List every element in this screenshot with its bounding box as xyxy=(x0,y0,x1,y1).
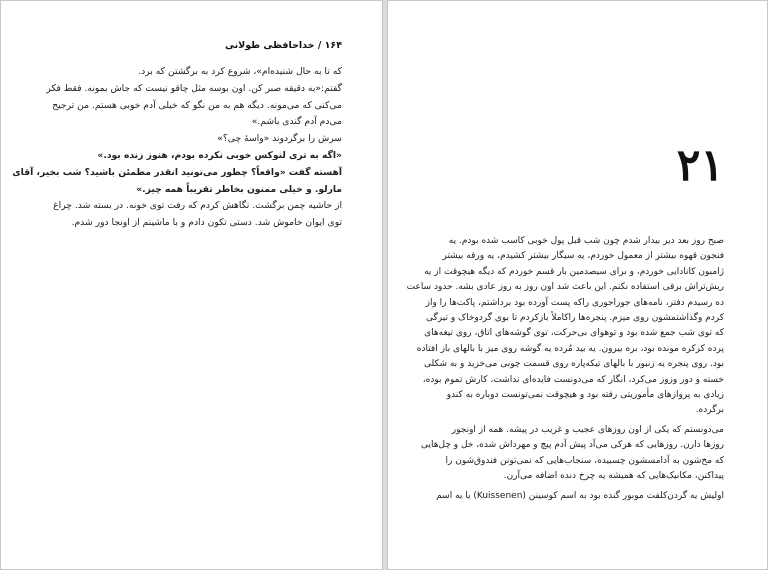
text-line: از حاشیه چمن برگشت. نگاهش کردم که رفت توی خونه. در بسته شد. چراغ xyxy=(53,200,342,212)
text-line: توی ایوان خاموش شد. دستی تکون دادم و با ماشینم از اونجا دور شدم. xyxy=(71,217,342,229)
text-line: گفتم:«به دقیقه صبر کن. اون بوسه مثل چاقو نیست که جاش بمونه. فقط فکر xyxy=(46,82,342,94)
running-header: ۱۶۴ / خداحافظی طولانی xyxy=(224,40,342,51)
text-line: ده رسیدم دفتر، نامه‌های جوراجوری راکه پست آورده بود برداشتم، پاکت‌ها را واز xyxy=(425,297,724,308)
text-line: پرده کرکره مونده بود، بره بیرون. یه بید مُرده یه گوشه روی میز با بالهای باز افتاده xyxy=(416,343,724,354)
text-line: که تا به حال شنیده‌ام»، شروع کرد به برگشتن که برد. xyxy=(138,66,342,77)
text-line: فنجون قهوه بیشتر از معمول خوردم، یه سیگار بیشتر کشیدم، یه ورقه بیشتر xyxy=(442,251,724,262)
text-line: می‌کنی که می‌مونه. دیگه هم به من نگو که خیلی آدم خوبی هستم. من ترجیح xyxy=(52,99,342,111)
text-line: که توی شب جمع شده بود و توهوای بی‌حرکت، توی گوشه‌های اتاق، روی تیغه‌های xyxy=(424,328,724,339)
text-line: می‌دونستم که یکی از اون روزهای عجیب و غریب در پیشه. همه از اونجور xyxy=(451,424,724,435)
text-line: اولیش یه گردن‌کلفت موبور گنده بود به اسم کوسینن (Kuissenen) یا یه اسم xyxy=(436,490,724,501)
text-line: «اگه به تری لنوکس خوبی نکرده بودم، هنوز زنده بود.» xyxy=(97,149,342,161)
text-line: برگرده. xyxy=(695,405,724,416)
left-page-body xyxy=(12,64,342,232)
text-line: زیادی به پروازهای مأموریتی رفته بود و هیچوقت نمی‌تونست دوباره به کندو xyxy=(446,390,724,401)
text-line: پیداکنن، مکانیک‌هایی که همیشه یه چرخ دنده اضافه می‌آرن. xyxy=(503,471,724,482)
text-line: آهسته گفت «واقعاً؟ چطور می‌تونید انقدر مطمئن باشید؟ شب بخیر، آقای xyxy=(12,166,342,178)
text-line: کردم وگذاشتمشون روی میزم. پنجره‌ها راکاملاً بازکردم تا بوی گردوخاک و تیرگی xyxy=(426,313,724,324)
right-page-body xyxy=(406,234,724,504)
chapter-number: ۲۱ xyxy=(676,140,724,191)
text-line: ژامبون کانادایی خوردم، و برای سیصدمین بار قسم خوردم که دیگه هیچوقت از یه xyxy=(424,266,724,277)
left-page xyxy=(0,0,382,570)
text-line: صبح روز بعد دیر بیدار شدم چون شب قبل پول خوبی کاسب شده بودم. یه xyxy=(448,236,724,246)
text-line: که مخ‌شون به آدامسشون چسبیده، سنجاب‌هایی که نمی‌تونن فندوق‌شون را xyxy=(445,455,724,466)
text-line: بود. روی پنجره یه زنبور با بالهای تیکه‌پاره روی قسمت چوبی می‌خزید و به شکلی xyxy=(424,359,724,370)
text-line: ریش‌تراش برقی استفاده نکنم. این باعث شد اون روز به روز عادی بشه. حدود ساعت xyxy=(406,282,724,293)
right-page xyxy=(388,0,768,570)
text-line: مارلو. و خیلی ممنون بخاطر تقریباً همه چیز.» xyxy=(136,183,342,195)
text-line: می‌دم آدم گندی باشم.» xyxy=(251,116,342,128)
text-line: سرش را برگردوند «واسهٔ چی؟» xyxy=(217,133,342,145)
text-line: خسته و دور وزوز می‌کرد، انگار که می‌دونست فایده‌ای نداشت، کارش تموم بوده، xyxy=(422,374,724,385)
text-line: روزها دارن. روزهایی که هرکی می‌آد پیش آدم پیچ و مهرداش شده، خل و چل‌هایی xyxy=(421,440,724,451)
